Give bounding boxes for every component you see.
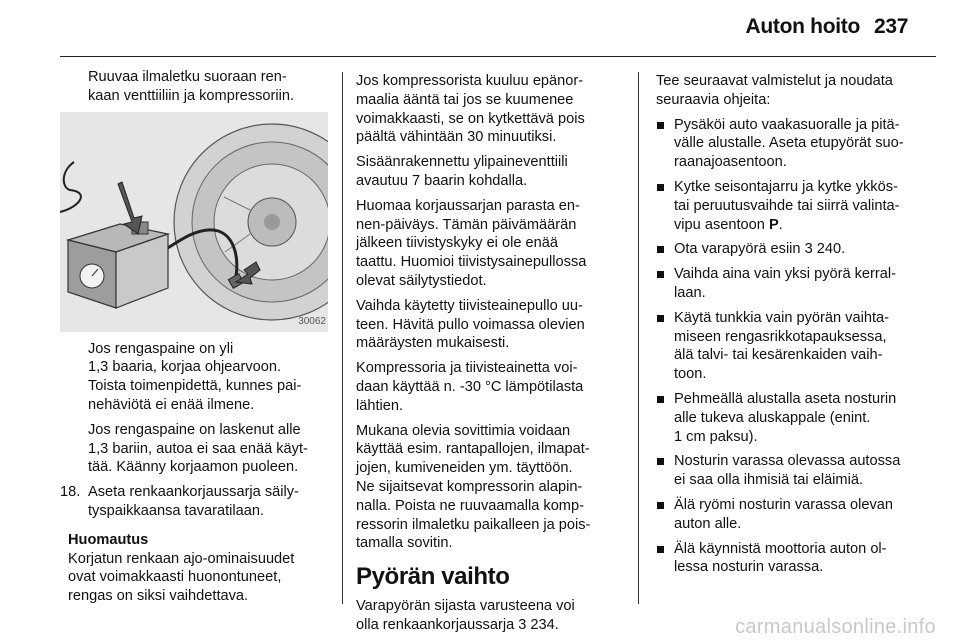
- bullet-icon: [657, 184, 664, 191]
- list-item: Nosturin varassa olevassa autossa ei saa olla ihmisiä tai eläimiä.: [656, 452, 924, 490]
- list-item: Älä käynnistä moottoria auton ol- lessa nosturin varassa.: [656, 540, 924, 578]
- bullet-icon: [657, 315, 664, 322]
- list-item: Kytke seisontajarru ja kytke ykkös- tai peruutusvaihde tai siirrä valinta- vipu asentoon P.: [656, 178, 924, 234]
- step-18: 18. Aseta renkaankorjaussarja säily- tyspaikkaansa tavaratilaan.: [60, 484, 299, 519]
- bullet-icon: [657, 458, 664, 465]
- temperature-paragraph: Kompressoria ja tiivisteainetta voi- daan käyttää n. -30 °C lämpötilasta lähtien.: [356, 360, 584, 414]
- bullet-icon: [657, 396, 664, 403]
- expiry-paragraph: Huomaa korjaussarjan parasta en- nen-päiväys. Tämän päivämäärän jälkeen tiivistyskyky ei ole enää taattu. Huomioi tiivistysainepullossa olevat säilytystiedot.: [356, 197, 587, 289]
- list-item: Älä ryömi nosturin varassa olevan auton alle.: [656, 496, 924, 534]
- list-item: Pehmeällä alustalla aseta nosturin alle tukeva aluskappale (enint. 1 cm paksu).: [656, 390, 924, 446]
- adapters-paragraph: Mukana olevia sovittimia voidaan käyttää esim. rantapallojen, ilmapat- jojen, kumiveneiden ym. täyttöön. Ne sijaitsevat kompressorin alapin- nalla. Poista ne ruuvaamalla komp- ressorin ilmaletku paikalleen ja pois- tamalla sovitin.: [356, 422, 591, 552]
- list-item: Ota varapyörä esiin 3 240.: [656, 240, 924, 259]
- intro-paragraph: Ruuvaa ilmaletku suoraan ren- kaan venttiiliin ja kompressoriin.: [88, 69, 295, 104]
- bullet-icon: [657, 122, 664, 129]
- page-number: 237: [874, 15, 909, 38]
- pressure-above-paragraph: Jos rengaspaine on yli 1,3 baaria, korjaa ohjearvoon. Toista toimenpidettä, kunnes pai- nehäviötä ei enää ilmene.: [88, 340, 302, 413]
- repair-kit-figure: [60, 112, 328, 332]
- list-item: Pysäköi auto vaakasuoralle ja pitä- välle alustalle. Aseta etupyörät suo- raanajoasentoon.: [656, 116, 924, 172]
- section-intro-paragraph: Varapyörän sijasta varusteena voi olla renkaankorjaussarja 3 234.: [356, 598, 575, 633]
- preparation-intro: Tee seuraavat valmistelut ja noudata seuraavia ohjeita:: [656, 73, 893, 108]
- replace-bottle-paragraph: Vaihda käytetty tiivisteainepullo uu- teen. Hävitä pullo voimassa olevien määräysten mukaisesti.: [356, 297, 585, 352]
- header-divider: [60, 56, 936, 57]
- figure-code: 30062: [298, 315, 326, 327]
- column-1: [60, 68, 328, 606]
- list-item: Vaihda aina vain yksi pyörä kerral- laan.: [656, 265, 924, 303]
- compressor-noise-paragraph: Jos kompressorista kuuluu epänor- maalia ääntä tai jos se kuumenee voimakkaasti, se on kytkettävä pois päältä vähintään 30 minuutiksi.: [356, 73, 585, 146]
- list-item: Käytä tunkkia vain pyörän vaihta- miseen rengasrikkotapauksessa, älä talvi- tai kesärenkaiden vaih- toon.: [656, 309, 924, 384]
- bullet-icon: [657, 502, 664, 509]
- page-header-title: Auton hoito: [745, 15, 860, 38]
- watermark: carmanualsonline.info: [735, 616, 936, 638]
- bullet-icon: [657, 246, 664, 253]
- relief-valve-paragraph: Sisäänrakennettu ylipaineventtiili avautuu 7 baarin kohdalla.: [356, 154, 568, 189]
- note-box: Huomautus Korjatun renkaan ajo-ominaisuudet ovat voimakkaasti huonontuneet, rengas on siksi vaihdettava.: [60, 531, 328, 606]
- section-heading: Pyörän vaihto: [356, 563, 510, 591]
- column-divider-2: [638, 72, 639, 604]
- column-2: [356, 72, 624, 641]
- bullet-icon: [657, 546, 664, 553]
- bullet-icon: [657, 271, 664, 278]
- column-divider-1: [342, 72, 343, 604]
- column-3: [656, 72, 924, 583]
- pressure-below-paragraph: Jos rengaspaine on laskenut alle 1,3 bariin, autoa ei saa enää käyt- tää. Käänny korjaamon puoleen.: [88, 421, 308, 476]
- note-title: Huomautus: [68, 531, 149, 548]
- compressor-illustration: [60, 112, 328, 332]
- step-number: 18.: [60, 484, 81, 501]
